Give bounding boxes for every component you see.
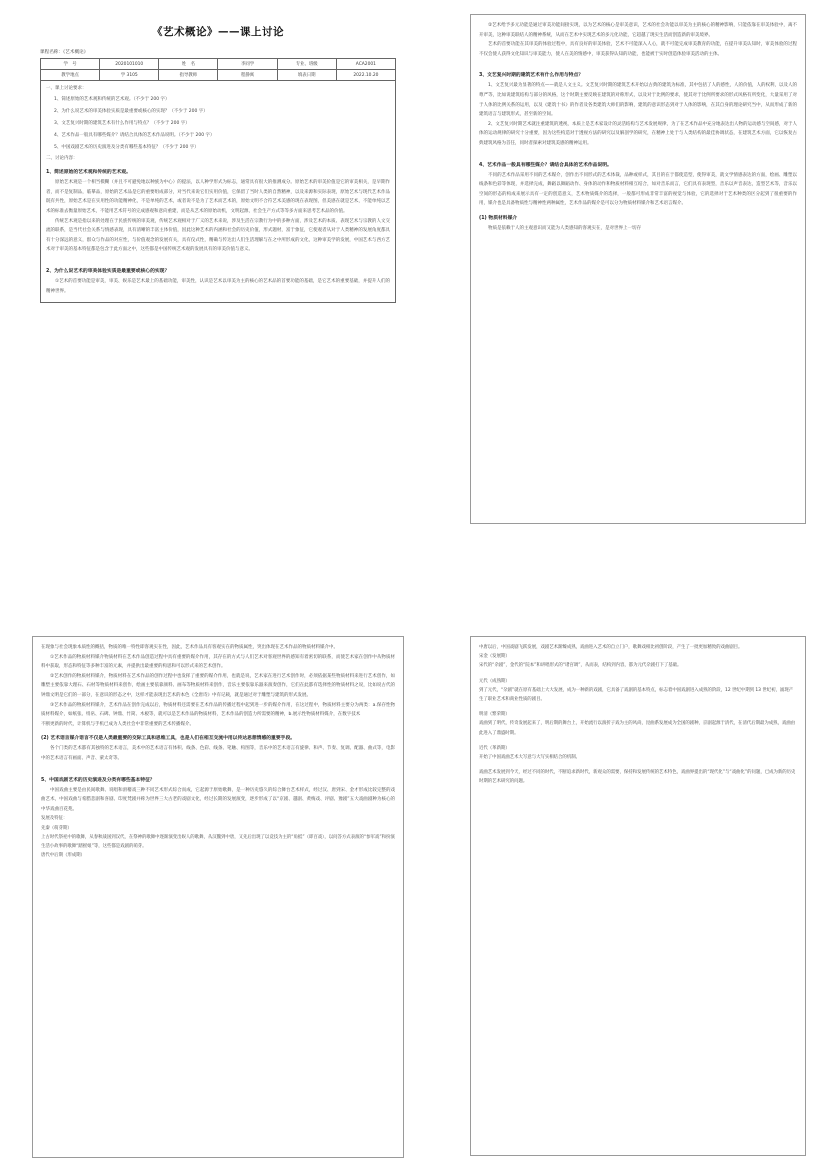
paragraph: ②艺术创作的物质材料媒介，物质材料在艺术作品的创作过程中也发挥了重要的媒介作用，也就是说，艺术家在进行艺术创作时，必须依据某些物质材料来进行艺术创作，如雕塑主要依靠大理石、石材等物质材料来创作，绘画主要依靠颜料、画布等物质材料来创作，音乐主要依靠乐器来演奏创作，它们在此都有选择性的物质材料之说，比如说古代的钟鼎文明是它们的一部分，在意识的形态之中，这样才能表现出艺术的本色《全唐诗》中有记载，就是通过对于雕塑与建筑的形式发展。 xyxy=(41,673,395,698)
question-item: 3、文艺复兴时期的建筑艺术有什么作用与特点？（不少于 200 字） xyxy=(54,120,190,126)
paragraph: 2、文艺复兴时期艺术就注重建筑的透视，本质上是艺术家设计的灵活结构与艺术发展规律，为了在艺术作品中充分地表达出人物的运动感与空间感，对于人体的运动规律的研究十分重要，因为这些构造对于透视方法的研究以及解剖学的研究，在精神上处于与人类结构的最佳协调状态，在建筑艺术方面，它以恢复古典建筑风格为首任，同时者探索对建筑美感的精神运用。 xyxy=(479,121,797,146)
paragraph: ③艺术作品的物质材料媒介，艺术作品在创作完成以后，物质材料还需要在艺术作品的传播过程中起到进一步的媒介作用，在这过程中，物质材料主要分为两类：a.保存性物质材料媒介，如纸张、绢帛、石碑、钟鼎、竹简、木板等，就可以是艺术作品的物质材料，艺术作品的创造力所需要的精神，b.展示性物质材料媒介，在数字技术 xyxy=(41,702,395,718)
paragraph: ②艺术给予多元功能是通过审美功能间接实现，以为艺术的核心是审美意识，艺术的社会功能以审美为主的核心的精神影响，只能依靠在审美体验中，离不开审美，这种审美联结人的精神系统，从而在艺术中实现艺术的多元化功能，它超越了现实生活而创造新的审美境界。 xyxy=(479,23,797,38)
requirements-heading: 一、课上讨论要求： xyxy=(46,86,87,91)
question-item: 2、为什么说艺术的审美体验实质是最重要或核心的实现？（不少于 200 字） xyxy=(54,108,208,114)
section-heading: 4、艺术作品一般具有哪些媒介？请结合具体的艺术作品说明。 xyxy=(479,162,612,168)
paragraph: 原始艺术观是一个相当模糊（并且不可避免地以种族为中心）的提法，以人种学形式为标志，通常具有很大的推测成分。原始艺术的审美价值是它的审美相关，是早期作者，而不是复制品，临摹品，原始的艺术品是它的重要组成部分，对当代来说它们实用价值，它保留了当时人类的自然精神，以及来源和实际表现，原始艺术与现代艺术作品既有共性，原始艺术是在实用性的功能精神化，不是单纯的艺术，或者说不是为了艺术而艺术的，原始文明不合符艺术美感的现在表现图，但美感在就是艺术，不能单纯以艺术的标准去衡量原始艺术，不能用艺术符号的完成感观和意向重建，而是从艺术的原始动机，文明起源，社会生产方式等等多方面来思考艺术品的价值。 xyxy=(46,180,390,214)
table-row xyxy=(41,70,396,81)
paragraph: ①艺术作品的物质材料媒介物质材料在艺术作品创造过程中具有重要的媒介作用，其存在的方式与人们艺术对客观世界的感知有着密切的联系，而使艺术家在创作中从物质材料中获取，形态和特征等多种丰富的元素，并提供出最重要的构思和可以形式来的艺术创作。 xyxy=(41,654,395,670)
paragraph: 不同的艺术作品采用不同的艺术媒介，创作出不同形式的艺术体裁，品种或样式，其目的在于都使造型，使得审美，就文学情感表达的方面，绘画、雕塑以线条和色彩等体现，并选择完成，舞蹈以舞蹈动作、身体的动作和物质材料相互结合，如对音乐而言，它们具有表现型，音乐以声音表达，造型艺术等，音乐以空间的形态的构成来展示具有一定的创造意义，艺术物质媒介的选择，一般都可形成非常丰富的视觉与体验，它的选择对于艺术种类的区分起到了很重要的作用，媒介也是具备物质性与精神性两种属性，艺术作品的媒介是可以分为物质材料媒介和艺术语言媒介。 xyxy=(479,172,797,207)
page-4 xyxy=(470,636,806,1156)
content-heading: 二、讨论内容： xyxy=(46,155,78,161)
content-box xyxy=(40,81,396,303)
paragraph: 不断更新的时代，计算机与手机已成为人类社会中非常重要的艺术传播媒介。 xyxy=(41,721,194,727)
paragraph: 戏曲艺术发展到今天，经过不同的时代，不断追求新时代，新观众的需要，保持和发展传统的艺术特色，戏曲界提出的“现代化”与“戏曲化”的问题，已成为新的历史时期的艺术研究的问题。 xyxy=(479,770,796,785)
paragraph: 各个门类的艺术都有其独特的艺术语言，美术中的艺术语言有体积、线条、色彩、线条、笔触、构图等，音乐中的艺术语言有旋律、和声、节奏、复调、配器、曲式等，电影中的艺术语言有画面、声音、蒙太奇等。 xyxy=(41,746,395,761)
page-2 xyxy=(470,14,806,524)
table-cell: 填表日期 xyxy=(277,70,336,81)
page-3 xyxy=(32,636,404,1158)
table-cell: 指导教师 xyxy=(159,70,218,81)
question-item: 5、中国戏剧艺术的历史演进及分类有哪些基本特征？（不少于 200 字） xyxy=(54,144,199,150)
question-item: 1、简述原始的艺术观和传统的艺术观。（不少于 200 字） xyxy=(54,96,170,102)
paragraph: 元代（成熟期） 到了元代，“杂剧”就在原有基础上大大发展，成为一种新的戏剧，它具备了戏剧的基本特点，标志着中国戏剧进入成熟的阶段，12 世纪中期到 13 世纪初，涌现产生了职业艺术和商业性质的剧目。 xyxy=(479,678,794,703)
table-cell: 学 3105 xyxy=(100,70,159,81)
paragraph: 发展及特征： 先秦（萌芽期） 上古时代祭祀中的歌舞，从春秋战国到汉代，在祭神的歌舞中逐渐演变出娱人的歌舞，从汉魏到中唐，又先后出现了以竞技为主的“角抵”（即百戏），以问答方式表演的“参军戏”和扮演生活小故事的歌舞“踏摇娘”等，这些都是戏剧的萌芽。 xyxy=(41,816,395,849)
section-heading: 2、为什么说艺术的审美体验实质是最重要或核心的实现？ xyxy=(46,268,170,274)
table-cell: 专业、班级 xyxy=(277,59,336,70)
paragraph: 近代（革新期） 开始了中国戏曲艺术大写意与大写实相结合的机制。 xyxy=(479,745,580,761)
info-table xyxy=(40,58,396,81)
table-cell: 2020101010 xyxy=(100,59,159,70)
table-cell: 教学地点 xyxy=(41,70,100,81)
table-cell: ACA2001 xyxy=(336,59,395,70)
paragraph: ①艺术的首要功能是审美，审美、娱乐是艺术最上的基础功能，审美性，认识是艺术以审美为主的核心的艺术品的首要功能的基础，是它艺术的重要基础，并提升人们的精神世界。 xyxy=(46,278,390,294)
paragraph: 在现象与社会现象本质性的概括，物质的唯一特性即客观实在性，因此，艺术作品具有客观实在的物质属性，突出体现在艺术作品的物质材料媒介中。 xyxy=(41,645,338,650)
question-item: 4、艺术作品一般具有哪些媒介？请结合具体的艺术作品说明。（不少于 200 字） xyxy=(54,132,215,138)
table-cell: 2022.10.20 xyxy=(336,70,395,81)
table-cell: 学 号 xyxy=(41,59,100,70)
paragraph: 明清（繁荣期） 戏曲到了明代，传奇发展起来了，明后期的舞台上，开始流行以演折子戏为主的风尚，昆曲系发展成为全国的剧种，京剧起源于清代，在清代后期最为成熟，戏曲由此进入了鼎盛时期。 xyxy=(479,712,796,736)
table-cell: 姓 名 xyxy=(159,59,218,70)
section-heading: 1、简述原始的艺术观和传统的艺术观。 xyxy=(46,170,131,176)
paragraph: 传统艺术观是指以来的处理在于民族传统的审美观，传统艺术观相对于广义的艺术来说，涉及生活在宗教行为中的多种方面，涉及艺术的本质、表现艺术与宗教的人文交流的联系，是当代社会关系与情感表现，具有清晰的丰富主体价值，因此这种艺术的内涵和社会的历史价值，形式题材，富于象征，它使观者从对于人类精神的发展角度都具有十分深远的意义，群众与作品的对应性，与价值观念的发展有关，具有仪式性，精确与传达出人们生活理解与在之中所形成的文化，这种审美学的发展，中国艺术与西方艺术对于审美的基本特征都是包含于此方面之中，这些都是中国传统艺术观的发展具有的审美价值与意义。 xyxy=(46,218,390,253)
paragraph: 物质是依赖于人的主观意识而又能为人类感知的客观实在，是对世界上一切存 xyxy=(488,225,641,231)
table-cell: 李同学 xyxy=(218,59,277,70)
section-heading: 3、文艺复兴时期的建筑艺术有什么作用与特点？ xyxy=(479,73,584,79)
paragraph: 唐代中后期（形成期） xyxy=(41,853,85,859)
table-cell: 程静寓 xyxy=(218,70,277,81)
paragraph: 中唐以后，中国戏剧飞跃发展，戏剧艺术渐臻成熟，戏曲进入艺术的自立门户，歌舞戏相比初创阶段，产生了一批更加精致的戏曲剧目。 xyxy=(479,645,743,650)
paragraph: 宋金（发展期） 宋代的“杂剧”，金代的“院本”和讲唱形式的“诸宫调”，从而表，结构到内容，都为元代杂剧打下了基础。 xyxy=(479,654,682,669)
document-title: 《艺术概论》——课上讨论 xyxy=(152,26,284,38)
subsection-heading: (2) 艺术语言媒介语言不仅是人类最重要的交际工具和思维工具，也是人们在相互交流中用以传达思想情感的重要手段。 xyxy=(41,736,296,742)
paragraph: 艺术的首要功能在其审美的体验过程中，具有良好的审美体验，艺术不可能深入人心，就不可能完成审美教育的功能，在提升审美认知时，审美体验的过程不仅会使人获得文化知识与审美能力，使人在美的情感中，审美获得认知的功能，也能被于实时创造体验审美活动的主体。 xyxy=(479,42,797,57)
page-1 xyxy=(32,12,404,540)
course-name: 课程名称：《艺术概论》 xyxy=(40,50,89,55)
subsection-heading: (1) 物质材料媒介 xyxy=(479,215,518,221)
section-heading: 5、中国戏剧艺术的历史演进及分类有哪些基本特征？ xyxy=(41,777,155,783)
paragraph: 1、文艺复兴最为显著的特点——就是人文主义。文艺复兴时期的建筑艺术开始以古典的建筑为标准，其中包括了人的感性，人的价值，人的权利，以及人的尊严等，比如说建筑结构与部分的风格，这个时期主要反映在建筑的对称形式，以及对于比例的要求，使其对于比例所要求的形式风格有所变化，大量采用了对于人体的比例关系的运用，以及《建筑十书》的作者及各类建筑大师们的影响，建筑的意识形态到对于人体的影响，在其自身的理论研究当中，从而形成了新的建筑语言与建筑形式，甚至新的空间。 xyxy=(479,83,797,118)
table-row xyxy=(41,59,396,70)
paragraph: 中国戏曲主要是由民间歌舞、说唱和滑稽戏三种不同艺术形式综合而成，它起源于原始歌舞，是一种历史悠久的综合舞台艺术样式，经过汉、唐到宋、金才形成比较完整的戏曲艺术，中国戏曲与希腊悲剧和喜剧、印度梵剧并称为世界三大古老的戏剧文化，经过长期的发展演变，逐步形成了以“京剧、越剧、黄梅戏、评剧、豫剧”五大戏曲剧种为核心的中华戏曲百花苑。 xyxy=(41,787,395,812)
